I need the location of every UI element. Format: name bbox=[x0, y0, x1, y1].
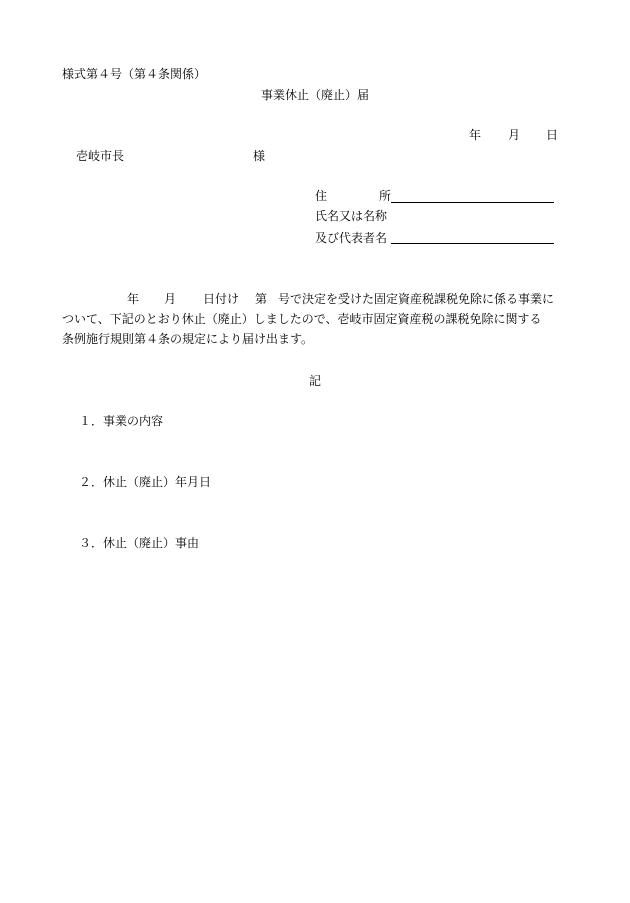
item-number: ２． bbox=[79, 475, 104, 489]
representative-label: 及び代表者名 bbox=[315, 231, 388, 245]
body-day-date: 日付け bbox=[203, 292, 240, 306]
item-1 bbox=[79, 414, 163, 428]
form-number: 様式第４号（第４条関係） bbox=[62, 67, 207, 81]
date-day-label: 日 bbox=[546, 128, 559, 142]
body-year: 年 bbox=[127, 292, 140, 306]
record-heading: 記 bbox=[309, 374, 322, 388]
document-title: 事業休止（廃止）届 bbox=[261, 88, 370, 102]
body-month: 月 bbox=[164, 292, 177, 306]
item-number: １． bbox=[79, 414, 104, 428]
date-year-label: 年 bbox=[469, 128, 482, 142]
item-2 bbox=[79, 475, 211, 489]
addressee-name: 壱岐市長 bbox=[76, 149, 125, 163]
address-underline bbox=[391, 202, 554, 203]
address-label-1: 住 bbox=[315, 189, 328, 203]
body-line1-rest: 号で決定を受けた固定資産税課税免除に係る事業に bbox=[278, 292, 555, 306]
addressee-honorific: 様 bbox=[253, 149, 266, 163]
body-line2: ついて、下記のとおり休止（廃止）しましたので、壱岐市固定資産税の課税免除に関する bbox=[62, 312, 542, 326]
item-label: 事業の内容 bbox=[103, 414, 164, 428]
date-month-label: 月 bbox=[508, 128, 521, 142]
address-label-2: 所 bbox=[379, 189, 392, 203]
item-label: 休止（廃止）事由 bbox=[103, 536, 200, 550]
item-number: ３． bbox=[79, 536, 104, 550]
representative-underline bbox=[391, 243, 554, 244]
name-label: 氏名又は名称 bbox=[315, 209, 388, 223]
item-3 bbox=[79, 536, 199, 550]
body-line3: 条例施行規則第４条の規定により届け出ます。 bbox=[62, 332, 314, 346]
item-label: 休止（廃止）年月日 bbox=[103, 475, 212, 489]
body-number-prefix: 第 bbox=[255, 292, 268, 306]
